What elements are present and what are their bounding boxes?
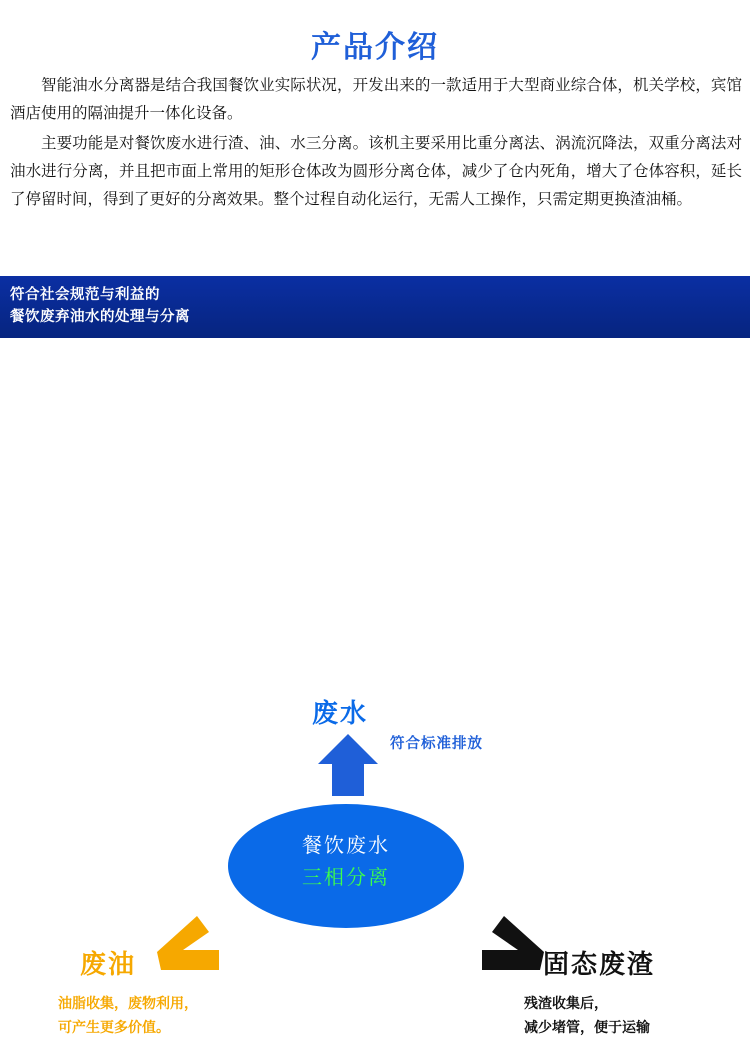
- intro-section: [0, 72, 750, 214]
- center-process-node: [228, 804, 464, 928]
- banner-line-1: 符合社会规范与利益的: [10, 287, 160, 303]
- output-description-solidwaste: [524, 991, 650, 1039]
- output-description-wasteoil-line-1: 油脂收集，废物利用，: [58, 995, 198, 1011]
- highlight-banner: [0, 276, 750, 338]
- center-label-line-1: 餐饮废水: [302, 835, 390, 857]
- output-label-solidwaste: 固态废渣: [543, 949, 656, 979]
- arrow-up-icon: [318, 734, 378, 796]
- center-label-line-2: 三相分离: [302, 867, 390, 889]
- output-description-wasteoil-line-2: 可产生更多价值。: [58, 1019, 170, 1035]
- output-description-solidwaste-line-2: 减少堵管，便于运输: [524, 1019, 650, 1035]
- separation-diagram: [0, 338, 750, 1035]
- output-description-wastewater: 符合标准排放: [390, 736, 483, 752]
- banner-line-2: 餐饮废弃油水的处理与分离: [10, 309, 190, 325]
- output-label-wastewater: 废水: [312, 698, 369, 728]
- intro-paragraph-2: 主要功能是对餐饮废水进行渣、油、水三分离。该机主要采用比重分离法、涡流沉降法，双重分离法对油水进行分离，并且把市面上常用的矩形仓体改为圆形分离仓体，减少了仓内死角，增大了仓体容积，延长了停留时间，得到了更好的分离效果。整个过程自动化运行，无需人工操作，只需定期更换渣油桶。: [10, 135, 742, 208]
- intro-paragraph-1: 智能油水分离器是结合我国餐饮业实际状况，开发出来的一款适用于大型商业综合体，机关学校，宾馆酒店使用的隔油提升一体化设备。: [10, 77, 742, 122]
- output-description-wasteoil: [58, 991, 198, 1039]
- output-label-wasteoil: 废油: [80, 949, 137, 979]
- arrow-left-icon: [157, 916, 227, 976]
- arrow-right-icon: [474, 916, 544, 976]
- page-title: 产品介绍: [311, 31, 439, 64]
- output-description-solidwaste-line-1: 残渣收集后，: [524, 995, 608, 1011]
